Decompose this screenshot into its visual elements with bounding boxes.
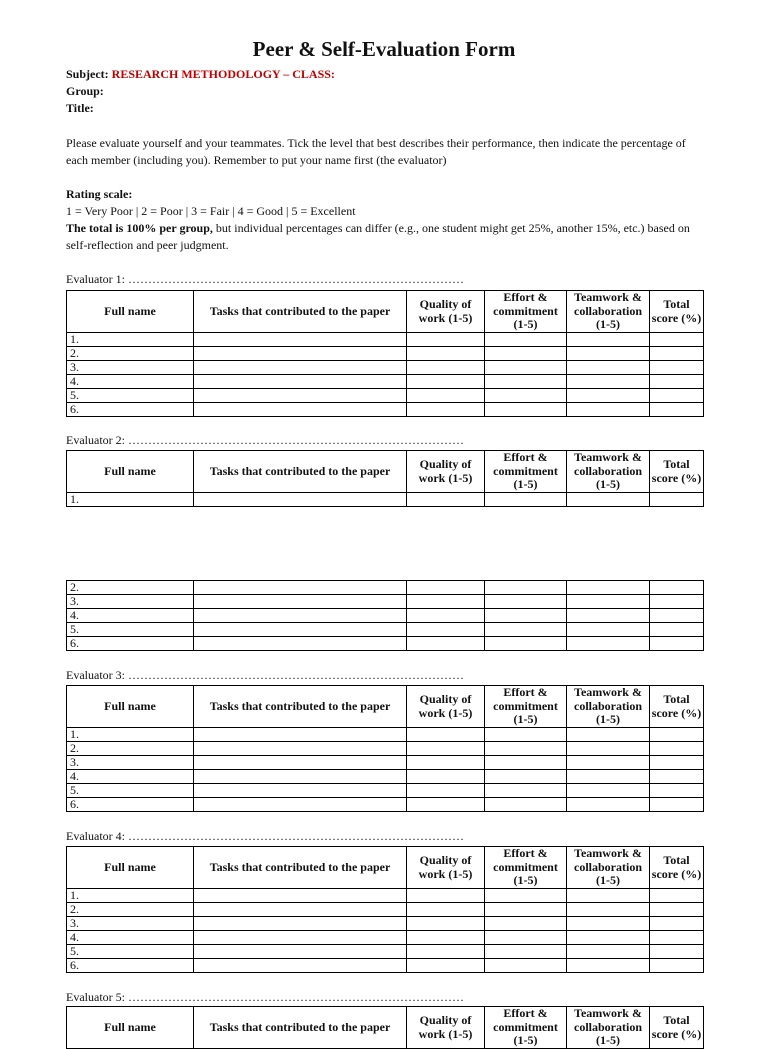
total-cell[interactable]	[650, 623, 704, 637]
quality-cell[interactable]	[407, 917, 485, 931]
quality-cell[interactable]	[407, 637, 485, 651]
table-row	[67, 609, 704, 623]
teamwork-cell[interactable]	[567, 347, 650, 361]
tasks-cell[interactable]	[194, 493, 407, 507]
evaluator-5-label: Evaluator 5: …………………………………………………………………………	[66, 990, 464, 1004]
teamwork-cell[interactable]	[567, 889, 650, 903]
total-cell[interactable]	[650, 917, 704, 931]
quality-cell[interactable]	[407, 784, 485, 798]
header-effort: Effort & commitment (1-5)	[485, 686, 567, 728]
teamwork-cell[interactable]	[567, 609, 650, 623]
effort-cell[interactable]	[485, 403, 567, 417]
quality-cell[interactable]	[407, 728, 485, 742]
effort-cell[interactable]	[485, 959, 567, 973]
effort-cell[interactable]	[485, 784, 567, 798]
effort-cell[interactable]	[485, 609, 567, 623]
row-number[interactable]: 1.	[67, 493, 194, 507]
header-tasks: Tasks that contributed to the paper	[194, 1007, 407, 1049]
header-total: Total score (%)	[650, 451, 704, 493]
header-quality: Quality of work (1-5)	[407, 847, 485, 889]
table-row	[67, 959, 704, 973]
evaluator-4-label: Evaluator 4: …………………………………………………………………………	[66, 829, 464, 843]
tasks-cell[interactable]	[194, 623, 407, 637]
quality-cell[interactable]	[407, 375, 485, 389]
effort-cell[interactable]	[485, 493, 567, 507]
quality-cell[interactable]	[407, 361, 485, 375]
group-label: Group:	[66, 84, 104, 98]
effort-cell[interactable]	[485, 347, 567, 361]
header-row	[67, 451, 704, 493]
total-cell[interactable]	[650, 889, 704, 903]
effort-cell[interactable]	[485, 931, 567, 945]
quality-cell[interactable]	[407, 889, 485, 903]
total-cell[interactable]	[650, 637, 704, 651]
tasks-cell[interactable]	[194, 609, 407, 623]
header-effort: Effort & commitment (1-5)	[485, 1007, 567, 1049]
teamwork-cell[interactable]	[567, 361, 650, 375]
table-row	[67, 493, 704, 507]
header-teamwork: Teamwork & collaboration (1-5)	[567, 1007, 650, 1049]
teamwork-cell[interactable]	[567, 375, 650, 389]
header-full-name: Full name	[67, 686, 194, 728]
row-number[interactable]: 6.	[67, 798, 194, 812]
row-number[interactable]: 3.	[67, 361, 194, 375]
tasks-cell[interactable]	[194, 595, 407, 609]
effort-cell[interactable]	[485, 333, 567, 347]
row-number[interactable]: 5.	[67, 784, 194, 798]
teamwork-cell[interactable]	[567, 637, 650, 651]
header-row	[67, 1007, 704, 1049]
total-cell[interactable]	[650, 333, 704, 347]
teamwork-cell[interactable]	[567, 742, 650, 756]
table-row	[67, 333, 704, 347]
teamwork-cell[interactable]	[567, 931, 650, 945]
effort-cell[interactable]	[485, 742, 567, 756]
total-cell[interactable]	[650, 609, 704, 623]
table-row	[67, 917, 704, 931]
header-teamwork: Teamwork & collaboration (1-5)	[567, 686, 650, 728]
effort-cell[interactable]	[485, 798, 567, 812]
quality-cell[interactable]	[407, 595, 485, 609]
total-cell[interactable]	[650, 581, 704, 595]
row-number[interactable]: 6.	[67, 959, 194, 973]
header-total: Total score (%)	[650, 1007, 704, 1049]
teamwork-cell[interactable]	[567, 389, 650, 403]
total-cell[interactable]	[650, 595, 704, 609]
row-number[interactable]: 4.	[67, 609, 194, 623]
evaluator-2-table	[66, 450, 704, 507]
tasks-cell[interactable]	[194, 945, 407, 959]
evaluator-1-label: Evaluator 1: …………………………………………………………………………	[66, 272, 464, 286]
evaluator-5-table	[66, 1006, 704, 1049]
effort-cell[interactable]	[485, 361, 567, 375]
table-row	[67, 770, 704, 784]
form-title: Peer & Self-Evaluation Form	[252, 37, 516, 61]
total-note-bold: The total is 100% per group,	[66, 221, 213, 235]
table-row	[67, 889, 704, 903]
tasks-cell[interactable]	[194, 917, 407, 931]
total-cell[interactable]	[650, 493, 704, 507]
teamwork-cell[interactable]	[567, 798, 650, 812]
teamwork-cell[interactable]	[567, 595, 650, 609]
teamwork-cell[interactable]	[567, 623, 650, 637]
tasks-cell[interactable]	[194, 581, 407, 595]
total-cell[interactable]	[650, 798, 704, 812]
header-total: Total score (%)	[650, 686, 704, 728]
effort-cell[interactable]	[485, 917, 567, 931]
teamwork-cell[interactable]	[567, 756, 650, 770]
quality-cell[interactable]	[407, 756, 485, 770]
quality-cell[interactable]	[407, 959, 485, 973]
row-number[interactable]: 2.	[67, 581, 194, 595]
header-full-name: Full name	[67, 291, 194, 333]
table-row	[67, 798, 704, 812]
row-number[interactable]: 2.	[67, 903, 194, 917]
total-cell[interactable]	[650, 756, 704, 770]
quality-cell[interactable]	[407, 347, 485, 361]
header-effort: Effort & commitment (1-5)	[485, 847, 567, 889]
effort-cell[interactable]	[485, 623, 567, 637]
title-label: Title:	[66, 101, 94, 115]
teamwork-cell[interactable]	[567, 784, 650, 798]
teamwork-cell[interactable]	[567, 945, 650, 959]
quality-cell[interactable]	[407, 581, 485, 595]
tasks-cell[interactable]	[194, 728, 407, 742]
table-row	[67, 784, 704, 798]
tasks-cell[interactable]	[194, 889, 407, 903]
quality-cell[interactable]	[407, 609, 485, 623]
total-cell[interactable]	[650, 403, 704, 417]
effort-cell[interactable]	[485, 637, 567, 651]
tasks-cell[interactable]	[194, 389, 407, 403]
row-number[interactable]: 1.	[67, 728, 194, 742]
quality-cell[interactable]	[407, 333, 485, 347]
table-row	[67, 742, 704, 756]
effort-cell[interactable]	[485, 375, 567, 389]
header-total: Total score (%)	[650, 291, 704, 333]
tasks-cell[interactable]	[194, 903, 407, 917]
row-number[interactable]: 3.	[67, 756, 194, 770]
header-teamwork: Teamwork & collaboration (1-5)	[567, 847, 650, 889]
row-number[interactable]: 5.	[67, 945, 194, 959]
table-row	[67, 389, 704, 403]
header-row	[67, 686, 704, 728]
table-row	[67, 623, 704, 637]
row-number[interactable]: 4.	[67, 931, 194, 945]
rating-scale-heading: Rating scale:	[66, 187, 133, 201]
quality-cell[interactable]	[407, 742, 485, 756]
header-quality: Quality of work (1-5)	[407, 1007, 485, 1049]
row-number[interactable]: 1.	[67, 889, 194, 903]
tasks-cell[interactable]	[194, 333, 407, 347]
tasks-cell[interactable]	[194, 637, 407, 651]
total-cell[interactable]	[650, 361, 704, 375]
teamwork-cell[interactable]	[567, 581, 650, 595]
header-row	[67, 291, 704, 333]
tasks-cell[interactable]	[194, 784, 407, 798]
tasks-cell[interactable]	[194, 770, 407, 784]
table-row	[67, 931, 704, 945]
effort-cell[interactable]	[485, 770, 567, 784]
total-cell[interactable]	[650, 945, 704, 959]
evaluator-2-label: Evaluator 2: …………………………………………………………………………	[66, 433, 464, 447]
header-tasks: Tasks that contributed to the paper	[194, 451, 407, 493]
total-note	[66, 220, 696, 254]
effort-cell[interactable]	[485, 889, 567, 903]
subject-label: Subject:	[66, 67, 109, 81]
evaluator-2-table-continued	[66, 580, 704, 651]
tasks-cell[interactable]	[194, 798, 407, 812]
subject-line	[66, 66, 335, 83]
header-effort: Effort & commitment (1-5)	[485, 291, 567, 333]
teamwork-cell[interactable]	[567, 728, 650, 742]
evaluator-1-table	[66, 290, 704, 417]
row-number[interactable]: 5.	[67, 623, 194, 637]
row-number[interactable]: 2.	[67, 742, 194, 756]
row-number[interactable]: 4.	[67, 375, 194, 389]
teamwork-cell[interactable]	[567, 403, 650, 417]
header-quality: Quality of work (1-5)	[407, 451, 485, 493]
table-row	[67, 903, 704, 917]
effort-cell[interactable]	[485, 581, 567, 595]
header-full-name: Full name	[67, 1007, 194, 1049]
header-quality: Quality of work (1-5)	[407, 291, 485, 333]
row-number[interactable]: 5.	[67, 389, 194, 403]
table-row	[67, 581, 704, 595]
row-number[interactable]: 6.	[67, 637, 194, 651]
table-row	[67, 361, 704, 375]
header-tasks: Tasks that contributed to the paper	[194, 686, 407, 728]
teamwork-cell[interactable]	[567, 959, 650, 973]
total-cell[interactable]	[650, 770, 704, 784]
total-cell[interactable]	[650, 389, 704, 403]
header-row	[67, 847, 704, 889]
tasks-cell[interactable]	[194, 756, 407, 770]
total-cell[interactable]	[650, 903, 704, 917]
effort-cell[interactable]	[485, 728, 567, 742]
evaluator-3-table	[66, 685, 704, 812]
table-row	[67, 403, 704, 417]
table-row	[67, 945, 704, 959]
total-cell[interactable]	[650, 742, 704, 756]
header-effort: Effort & commitment (1-5)	[485, 451, 567, 493]
quality-cell[interactable]	[407, 903, 485, 917]
header-teamwork: Teamwork & collaboration (1-5)	[567, 451, 650, 493]
effort-cell[interactable]	[485, 595, 567, 609]
teamwork-cell[interactable]	[567, 333, 650, 347]
teamwork-cell[interactable]	[567, 903, 650, 917]
effort-cell[interactable]	[485, 945, 567, 959]
quality-cell[interactable]	[407, 389, 485, 403]
header-teamwork: Teamwork & collaboration (1-5)	[567, 291, 650, 333]
total-cell[interactable]	[650, 728, 704, 742]
effort-cell[interactable]	[485, 756, 567, 770]
total-cell[interactable]	[650, 931, 704, 945]
tasks-cell[interactable]	[194, 742, 407, 756]
total-cell[interactable]	[650, 347, 704, 361]
table-row	[67, 637, 704, 651]
row-number[interactable]: 4.	[67, 770, 194, 784]
table-row	[67, 728, 704, 742]
quality-cell[interactable]	[407, 623, 485, 637]
total-note-rest: but individual percentages can differ (e.g., one student might get 25%, another 15%, etc.) based on self-reflection and peer judgment.	[66, 221, 690, 252]
teamwork-cell[interactable]	[567, 770, 650, 784]
quality-cell[interactable]	[407, 945, 485, 959]
instructions: Please evaluate yourself and your teammates. Tick the level that best describes their performance, then indicate the percentage of each member (including you). Remember to put your name first (the evaluator)	[66, 136, 686, 167]
row-number[interactable]: 6.	[67, 403, 194, 417]
quality-cell[interactable]	[407, 403, 485, 417]
header-full-name: Full name	[67, 451, 194, 493]
header-tasks: Tasks that contributed to the paper	[194, 291, 407, 333]
table-row	[67, 375, 704, 389]
row-number[interactable]: 3.	[67, 917, 194, 931]
teamwork-cell[interactable]	[567, 917, 650, 931]
tasks-cell[interactable]	[194, 403, 407, 417]
header-total: Total score (%)	[650, 847, 704, 889]
quality-cell[interactable]	[407, 931, 485, 945]
total-cell[interactable]	[650, 959, 704, 973]
header-quality: Quality of work (1-5)	[407, 686, 485, 728]
quality-cell[interactable]	[407, 770, 485, 784]
rating-scale: 1 = Very Poor | 2 = Poor | 3 = Fair | 4 = Good | 5 = Excellent	[66, 204, 356, 218]
subject-value: RESEARCH METHODOLOGY – CLASS:	[111, 67, 335, 81]
tasks-cell[interactable]	[194, 959, 407, 973]
total-cell[interactable]	[650, 375, 704, 389]
header-full-name: Full name	[67, 847, 194, 889]
tasks-cell[interactable]	[194, 347, 407, 361]
tasks-cell[interactable]	[194, 375, 407, 389]
evaluator-3-label: Evaluator 3: …………………………………………………………………………	[66, 668, 464, 682]
header-tasks: Tasks that contributed to the paper	[194, 847, 407, 889]
tasks-cell[interactable]	[194, 361, 407, 375]
evaluator-4-table	[66, 846, 704, 973]
total-cell[interactable]	[650, 784, 704, 798]
row-number[interactable]: 3.	[67, 595, 194, 609]
row-number[interactable]: 2.	[67, 347, 194, 361]
row-number[interactable]: 1.	[67, 333, 194, 347]
effort-cell[interactable]	[485, 903, 567, 917]
table-row	[67, 756, 704, 770]
effort-cell[interactable]	[485, 389, 567, 403]
table-row	[67, 595, 704, 609]
tasks-cell[interactable]	[194, 931, 407, 945]
quality-cell[interactable]	[407, 493, 485, 507]
table-row	[67, 347, 704, 361]
quality-cell[interactable]	[407, 798, 485, 812]
teamwork-cell[interactable]	[567, 493, 650, 507]
